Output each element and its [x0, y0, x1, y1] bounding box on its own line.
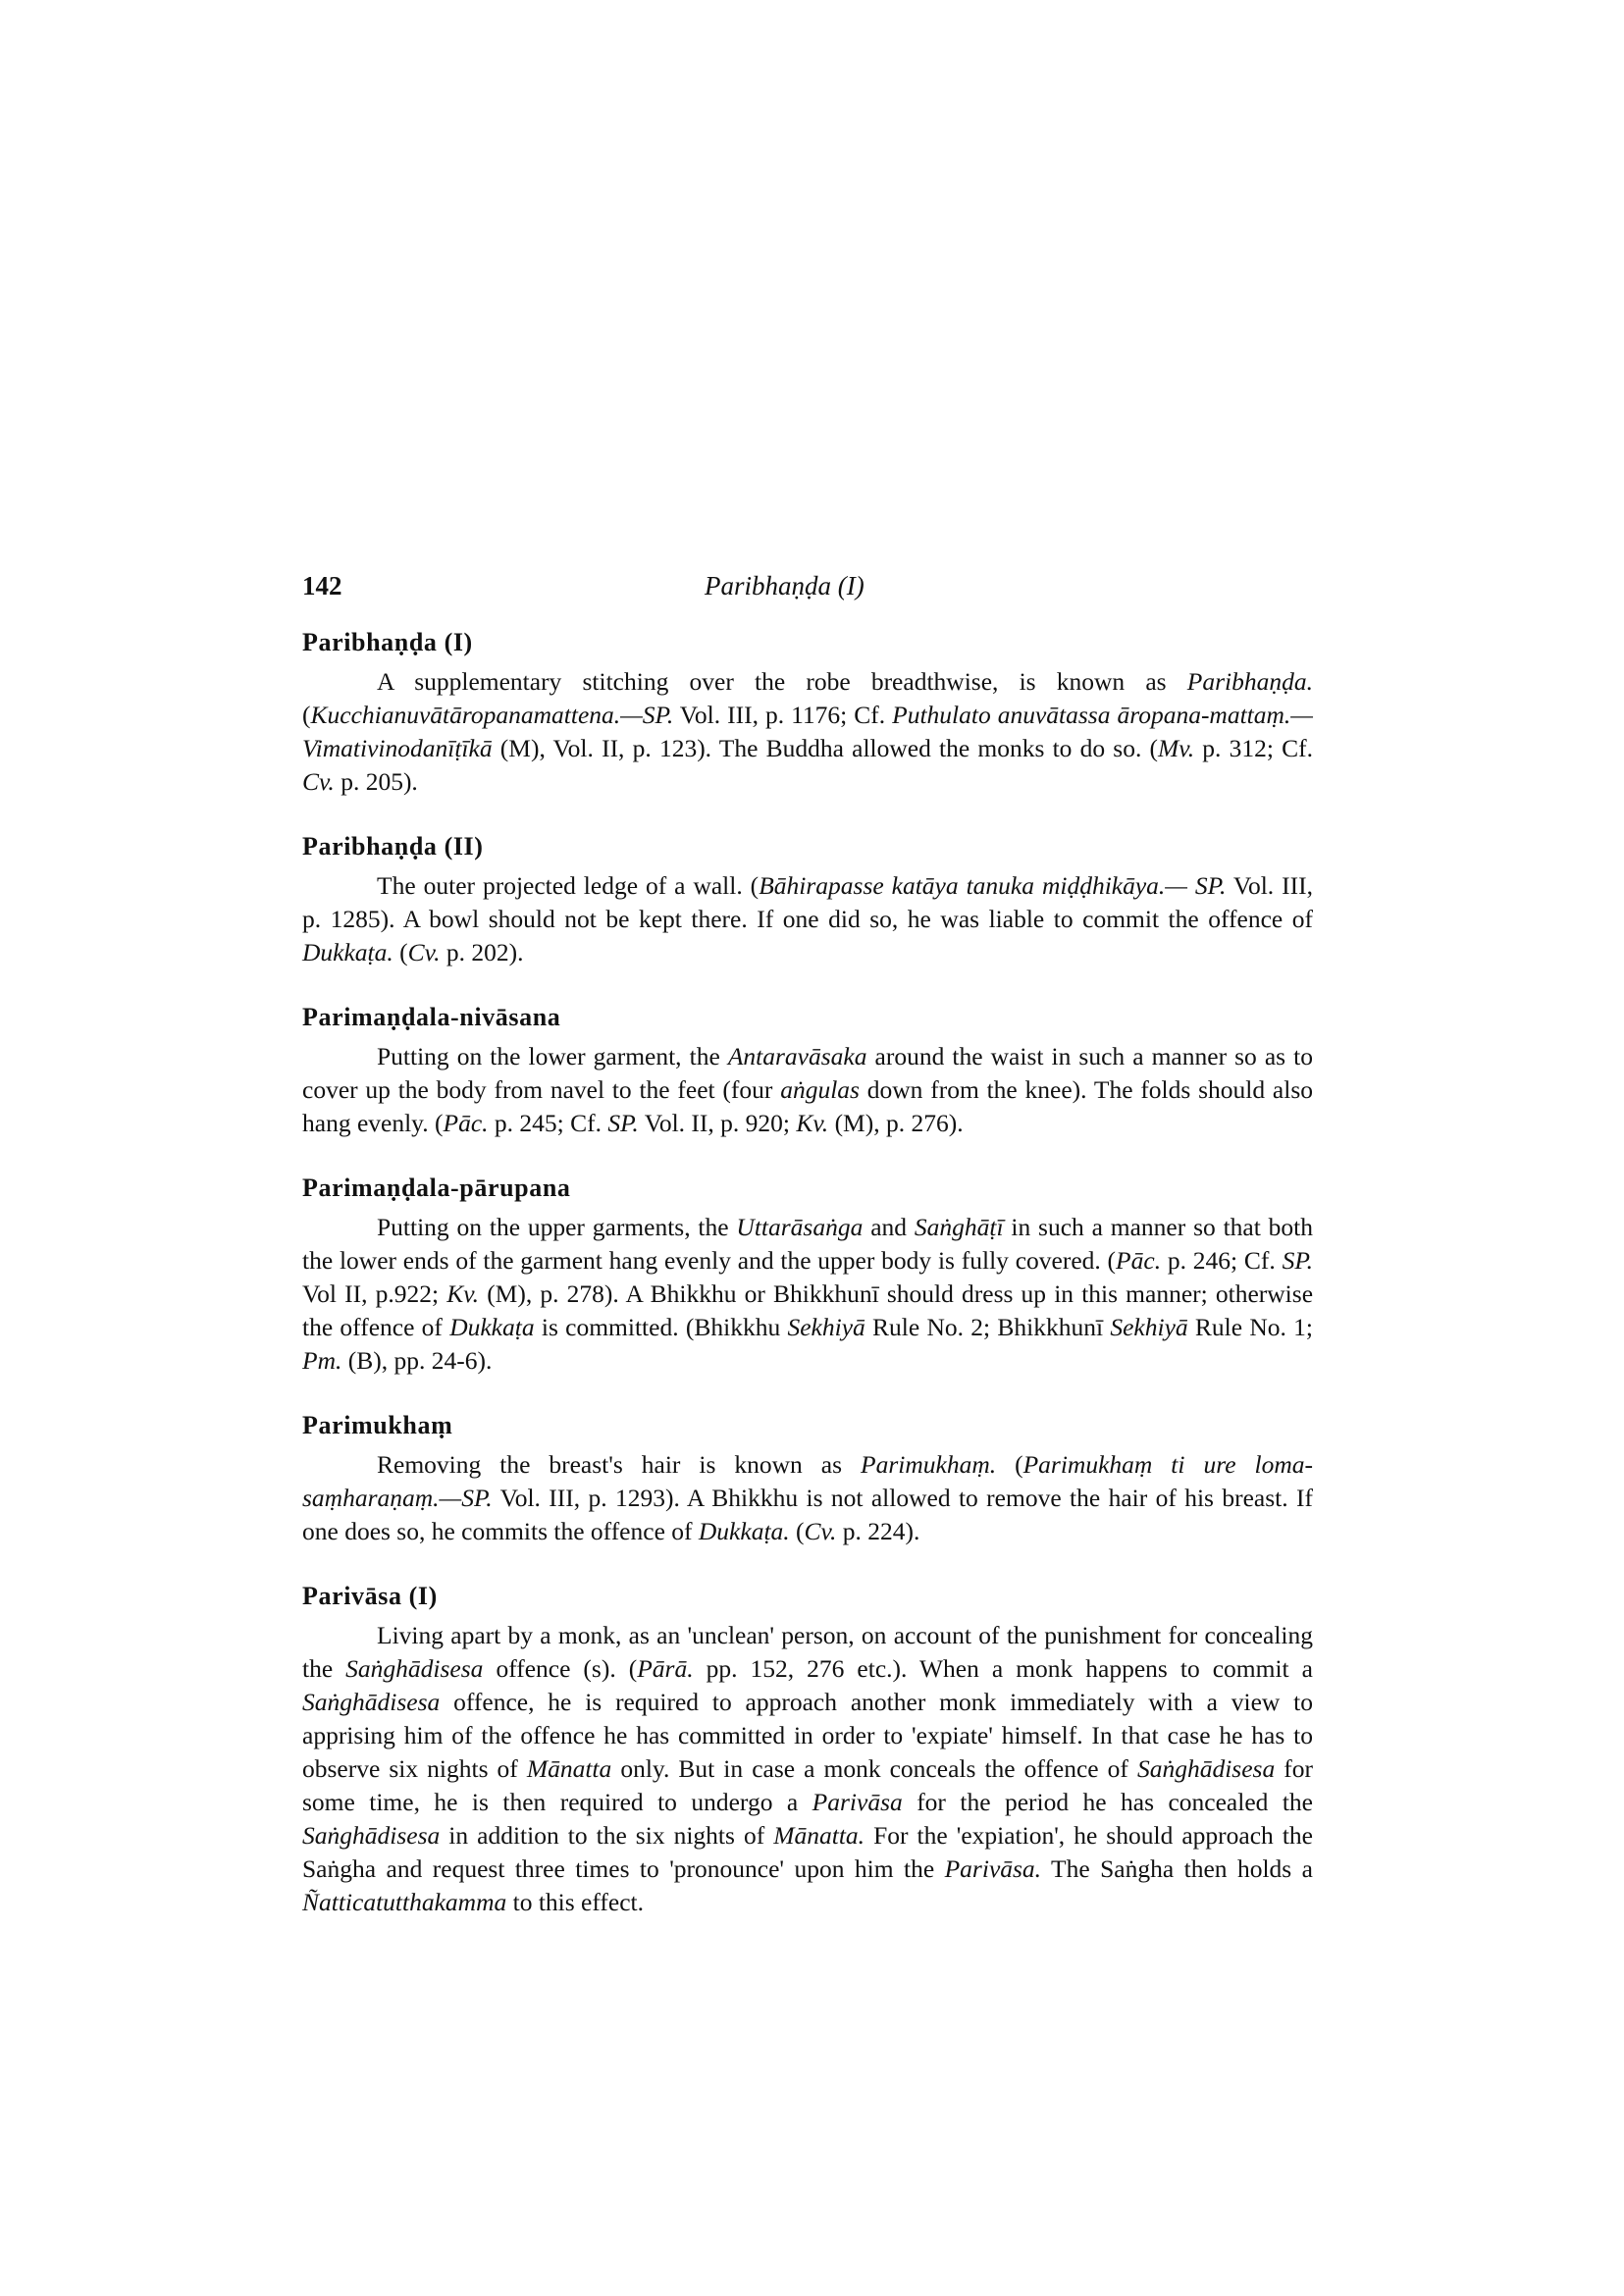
entry-title: Parimukhaṃ: [302, 1411, 453, 1439]
entry-parimandala-nivasana: [302, 1003, 1313, 1140]
italic-term: Kv.: [446, 1279, 480, 1308]
italic-term: Sekhiyā: [787, 1313, 865, 1341]
italic-term: SP.: [607, 1109, 639, 1137]
italic-term: Pāc.: [443, 1109, 489, 1137]
italic-term: Uttarāsaṅga: [736, 1213, 864, 1241]
running-head: Paribhaṇḍa (I): [705, 571, 864, 600]
entry-title: Parimaṇḍala-nivāsana: [302, 1003, 561, 1031]
italic-term: Mv.: [1158, 734, 1195, 762]
italic-term: Pāc.: [1116, 1246, 1162, 1275]
italic-term: Dukkaṭa: [449, 1313, 535, 1341]
italic-term: Saṅghādisesa: [1136, 1754, 1276, 1783]
entry-body: A supplementary stitching over the robe breadthwise, is known as Paribhaṇḍa. (Kucchianuvātāropanamattena.—SP. Vol. III, p. 1176; Cf. Puthulato anuvātassa āropana-mattaṃ.—Vimativinodanīṭīkā (M), Vol. II, p. 123). The Buddha allowed the monks to do so. (Mv. p. 312; Cf. Cv. p. 205).: [302, 667, 1313, 796]
italic-term: SP.: [1282, 1246, 1313, 1275]
italic-term: Parimukhaṃ ti ure loma-saṃharaṇaṃ.—SP.: [302, 1450, 1313, 1512]
italic-term: Mānatta: [526, 1754, 612, 1783]
italic-term: Cv.: [804, 1517, 837, 1545]
entry-body: Putting on the upper garments, the Uttarāsaṅga and Saṅghāṭī in such a manner so that both the lower ends of the garment hang evenly and the upper body is fully covered. (Pāc. p. 246; Cf. SP. Vol II, p.922; Kv. (M), p. 278). A Bhikkhu or Bhikkhunī should dress up in this manner; otherwise the offence of Dukkaṭa is committed. (Bhikkhu Sekhiyā Rule No. 2; Bhikkhunī Sekhiyā Rule No. 1; Pm. (B), pp. 24-6).: [302, 1213, 1314, 1375]
entry-title: Paribhaṇḍa (I): [302, 628, 473, 656]
italic-term: Dukkaṭa.: [698, 1517, 790, 1545]
page-number: 142: [302, 571, 342, 600]
italic-term: Saṅghādisesa: [345, 1654, 484, 1683]
italic-term: Paribhaṇḍa.: [1186, 667, 1313, 696]
entry-body: Removing the breast's hair is known as Parimukhaṃ. (Parimukhaṃ ti ure loma-saṃharaṇaṃ.—SP. Vol. III, p. 1293). A Bhikkhu is not allowed to remove the hair of his breast. If one does so, he commits the offence of Dukkaṭa. (Cv. p. 224).: [302, 1450, 1313, 1545]
entry-title: Paribhaṇḍa (II): [302, 832, 484, 861]
italic-term: Antaravāsaka: [727, 1042, 867, 1070]
italic-term: Ñatticatutthakamma: [302, 1888, 507, 1916]
dictionary-entries: [302, 628, 1313, 1953]
entry-body: Putting on the lower garment, the Antaravāsaka around the waist in such a manner so as to cover up the body from navel to the feet (four aṅgulas down from the knee). The folds should also hang evenly. (Pāc. p. 245; Cf. SP. Vol. II, p. 920; Kv. (M), p. 276).: [302, 1042, 1313, 1137]
italic-term: Saṅghādisesa: [302, 1821, 441, 1850]
italic-term: Pm.: [302, 1346, 342, 1375]
italic-term: aṅgulas: [780, 1075, 860, 1104]
entry-title: Parimaṇḍala-pārupana: [302, 1174, 571, 1202]
italic-term: Bāhirapasse katāya tanuka miḍḍhikāya.— SP.: [759, 871, 1227, 900]
italic-term: Sekhiyā: [1110, 1313, 1188, 1341]
italic-term: Parivāsa: [812, 1788, 903, 1816]
italic-term: Mānatta.: [773, 1821, 865, 1850]
entry-parimukham: [302, 1411, 1313, 1548]
entry-parivasa-i: [302, 1582, 1313, 1919]
entry-paribhanda-ii: [302, 832, 1313, 969]
italic-term: Kucchianuvātāropanamattena.—SP.: [310, 701, 674, 729]
entry-paribhanda-i: [302, 628, 1313, 799]
italic-term: Saṅghādisesa: [302, 1688, 441, 1716]
italic-term: Parivāsa.: [944, 1854, 1042, 1883]
entry-parimandala-parupana: [302, 1174, 1313, 1378]
italic-term: Parimukhaṃ.: [861, 1450, 997, 1479]
italic-term: Cv.: [407, 938, 441, 966]
italic-term: Pārā.: [637, 1654, 694, 1683]
page-header: [302, 571, 1313, 610]
italic-term: Puthulato anuvātassa āropana-mattaṃ.—Vimativinodanīṭīkā: [302, 701, 1313, 762]
italic-term: Kv.: [796, 1109, 829, 1137]
italic-term: Dukkaṭa.: [302, 938, 393, 966]
entry-title: Parivāsa (I): [302, 1582, 438, 1610]
italic-term: Cv.: [302, 767, 335, 796]
italic-term: Saṅghāṭī: [914, 1213, 1004, 1241]
entry-body: The outer projected ledge of a wall. (Bāhirapasse katāya tanuka miḍḍhikāya.— SP. Vol. III, p. 1285). A bowl should not be kept there. If one did so, he was liable to commit the offence of Dukkaṭa. (Cv. p. 202).: [302, 871, 1313, 966]
entry-body: Living apart by a monk, as an 'unclean' person, on account of the punishment for concealing the Saṅghādisesa offence (s). (Pārā. pp. 152, 276 etc.). When a monk happens to commit a Saṅghādisesa offence, he is required to approach another monk immediately with a view to apprising him of the offence he has committed in order to 'expiate' himself. In that case he has to observe six nights of Mānatta only. But in case a monk conceals the offence of Saṅghādisesa for some time, he is then required to undergo a Parivāsa for the period he has concealed the Saṅghādisesa in addition to the six nights of Mānatta. For the 'expiation', he should approach the Saṅgha and request three times to 'pronounce' upon him the Parivāsa. The Saṅgha then holds a Ñatticatutthakamma to this effect.: [302, 1621, 1313, 1916]
